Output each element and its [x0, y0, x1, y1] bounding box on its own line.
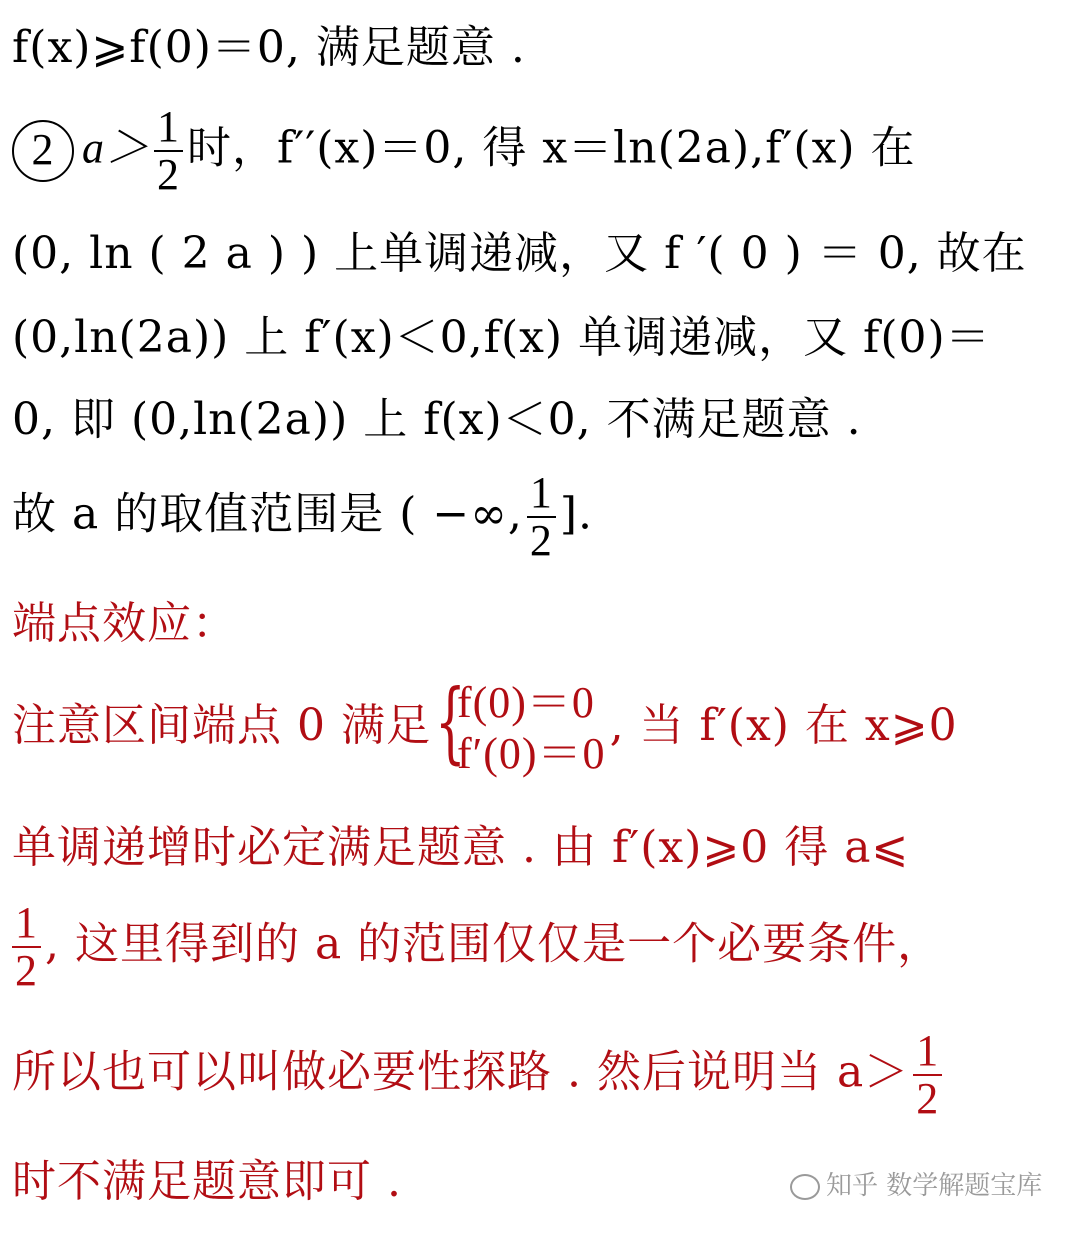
- system-row-2: f′(0)＝0: [456, 728, 606, 778]
- line-3: [12, 228, 1027, 279]
- line-4: [12, 312, 991, 363]
- red-line-3: [12, 822, 910, 873]
- red-line-3-text: 单调递增时必定满足题意 . 由 f′(x)⩾0 得 a⩽: [12, 822, 910, 873]
- left-brace-icon: {: [434, 670, 467, 773]
- system-row-1: f(0)＝0: [456, 678, 595, 727]
- line-2: [12, 104, 916, 198]
- equation-system: [434, 670, 606, 779]
- line-2-a-gt: a＞: [82, 123, 150, 173]
- line-4-text: (0,ln(2a)) 上 f′(x)＜0,f(x) 单调递减，又 f(0)＝: [12, 312, 991, 363]
- fraction-denominator: 2: [154, 150, 183, 198]
- fraction-half: [527, 470, 556, 564]
- fraction-half: [154, 104, 183, 198]
- red-line-5-pre: 所以也可以叫做必要性探路 . 然后说明当 a＞: [12, 1046, 910, 1098]
- line-1: [12, 22, 526, 73]
- red-line-2: [12, 670, 958, 779]
- line-6-pre: 故 a 的取值范围是 ( −∞,: [12, 488, 523, 540]
- red-line-4: [12, 900, 942, 994]
- line-6-post: ].: [559, 488, 594, 540]
- watermark-text: 知乎 数学解题宝库: [826, 1171, 1043, 1201]
- fraction-denominator: 2: [12, 946, 41, 994]
- line-6: [12, 470, 593, 564]
- fraction-denominator: 2: [527, 516, 556, 564]
- red-line-4-post: , 这里得到的 a 的范围仅仅是一个必要条件，: [45, 918, 943, 970]
- line-5: [12, 394, 862, 445]
- circled-number: 2: [12, 120, 74, 182]
- fraction-numerator: 1: [15, 898, 38, 947]
- section-heading: 端点效应：: [12, 598, 237, 649]
- red-line-2-pre: 注意区间端点 0 满足: [12, 700, 431, 752]
- line-1-text: f(x)⩾f(0)＝0, 满足题意 .: [12, 22, 526, 73]
- red-line-6: [12, 1156, 402, 1207]
- fraction-numerator: 1: [529, 468, 553, 517]
- red-line-2-post: , 当 f′(x) 在 x⩾0: [609, 700, 958, 752]
- fraction-half: [12, 900, 41, 994]
- watermark: [790, 1165, 1042, 1202]
- fraction-denominator: 2: [913, 1074, 942, 1122]
- fraction-numerator: 1: [157, 102, 180, 151]
- line-5-text: 0, 即 (0,ln(2a)) 上 f(x)＜0, 不满足题意 .: [12, 394, 862, 445]
- fraction-half: [913, 1028, 942, 1122]
- red-line-6-text: 时不满足题意即可 .: [12, 1156, 402, 1207]
- fraction-numerator: 1: [916, 1026, 940, 1075]
- line-3-text: (0, ln ( 2 a ) ) 上单调递减，又 f ′( 0 ) ＝ 0, 故在: [12, 228, 1027, 279]
- red-line-5: [12, 1028, 946, 1122]
- red-line-1: [12, 598, 237, 649]
- line-2-rest: 时，f′′(x)＝0, 得 x＝ln(2a),f′(x) 在: [187, 122, 916, 174]
- wechat-icon: [790, 1174, 820, 1200]
